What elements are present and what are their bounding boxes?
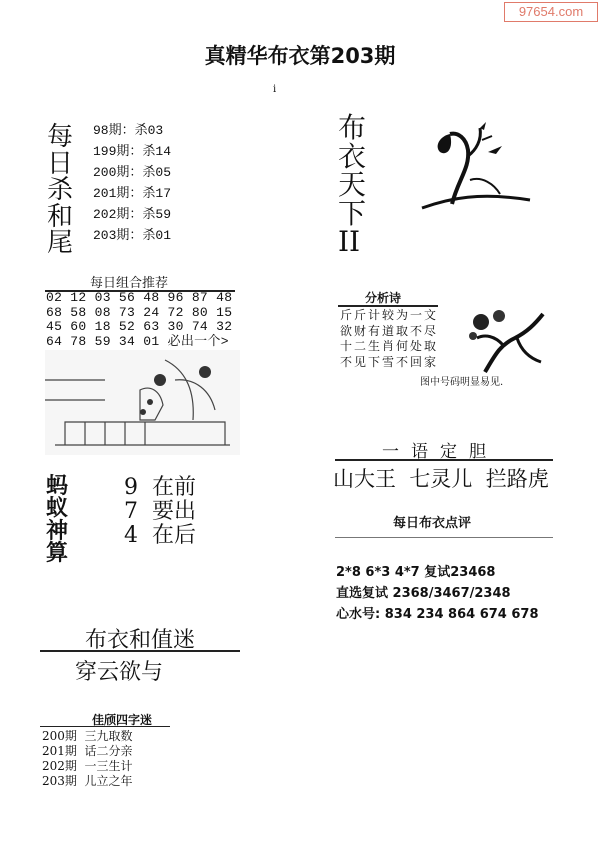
heading-char: 算 — [46, 541, 69, 567]
daily-review-lines — [336, 562, 539, 625]
ant-calc-heading — [46, 476, 68, 566]
divider — [40, 650, 240, 652]
poem-line: 不见下雪不回家 — [340, 354, 439, 369]
combo-number-grid — [46, 291, 232, 349]
divider — [335, 537, 553, 538]
buyi-sum-riddle-answer: 穿云欲与 — [75, 660, 164, 685]
list-item: 心水号: 834 234 864 674 678 — [336, 607, 539, 622]
buyi-sum-riddle-title: 布衣和值迷 — [84, 628, 195, 653]
site-watermark: 97654.com — [504, 2, 598, 22]
four-char-riddle-list — [42, 729, 133, 789]
combo-title: 每日组合推荐 — [90, 276, 169, 291]
list-item: 直选复试 2368/3467/2348 — [336, 586, 511, 601]
divider — [338, 305, 438, 307]
daily-kill-list — [93, 120, 171, 246]
poem-line: 十二生肖何处取 — [340, 339, 439, 353]
motto-text: 山大王 七灵儿 拦路虎 — [333, 467, 549, 491]
list-item: 203期 儿立之年 — [42, 774, 133, 788]
list-item: 201期：杀17 — [93, 186, 172, 201]
ant-number: 7 — [124, 499, 138, 524]
heading-char: 尾 — [47, 228, 74, 259]
list-item — [124, 524, 196, 548]
list-item: 45 60 18 52 63 30 74 32 — [46, 319, 233, 334]
ant-number: 4 — [124, 523, 138, 548]
list-item: 202期 一三生计 — [42, 759, 133, 773]
list-item: 200期 三九取数 — [42, 729, 133, 743]
bird-branch-illustration — [410, 120, 550, 215]
heading-char: 每 — [47, 122, 74, 152]
ant-text: 在前 — [152, 475, 197, 500]
page-title: 真精华布衣第203期 — [204, 44, 396, 68]
heading-char: II — [338, 225, 361, 259]
ant-text: 在后 — [152, 523, 197, 548]
heading-char: 蚂 — [46, 474, 69, 499]
list-item: 199期：杀14 — [93, 144, 172, 159]
heading-char: 杀 — [47, 175, 74, 206]
list-item — [124, 500, 196, 524]
scholar-scene-illustration — [45, 350, 240, 455]
list-item: 200期：杀05 — [93, 165, 172, 180]
list-item: 201期 话二分亲 — [42, 744, 133, 758]
four-char-riddle-title: 佳颀四字迷 — [92, 713, 153, 727]
heading-char: 日 — [47, 148, 74, 179]
buyi-tianxia-heading — [338, 111, 367, 259]
analysis-poem — [340, 308, 438, 370]
list-item: 203期：杀01 — [93, 228, 172, 243]
poem-line: 欲财有道取不尽 — [340, 323, 439, 338]
daily-kill-heading — [47, 124, 73, 257]
analysis-poem-title: 分析诗 — [365, 291, 402, 305]
plum-branch-illustration — [455, 300, 555, 375]
illustration-caption: 图中号码明显易见. — [420, 377, 504, 388]
heading-char: 和 — [47, 201, 74, 232]
page-marker: i — [273, 84, 277, 95]
list-item: 2*8 6*3 4*7 复试23468 — [336, 565, 496, 580]
poem-line: 斤斤计较为一文 — [340, 308, 439, 322]
divider — [40, 726, 170, 727]
heading-char: 衣 — [338, 139, 367, 173]
ant-number: 9 — [124, 475, 138, 500]
daily-review-title: 每日布衣点评 — [393, 516, 472, 531]
heading-char: 布 — [338, 111, 367, 144]
list-item: 02 12 03 56 48 96 87 48 — [46, 290, 233, 305]
divider — [335, 459, 553, 461]
heading-char: 蚁 — [46, 496, 69, 522]
list-item — [124, 476, 196, 500]
list-item: 98期：杀03 — [93, 123, 164, 138]
list-item: 68 58 08 73 24 72 80 15 — [46, 304, 233, 320]
motto-title: 一语定胆 — [382, 442, 498, 462]
heading-char: 天 — [338, 168, 367, 202]
heading-char: 下 — [338, 196, 367, 230]
heading-char: 神 — [46, 518, 69, 544]
list-item: 202期：杀59 — [93, 207, 172, 222]
list-item: 64 78 59 34 01 必出一个> — [46, 333, 229, 349]
ant-text: 要出 — [152, 499, 197, 524]
ant-calc-lines — [124, 476, 196, 548]
